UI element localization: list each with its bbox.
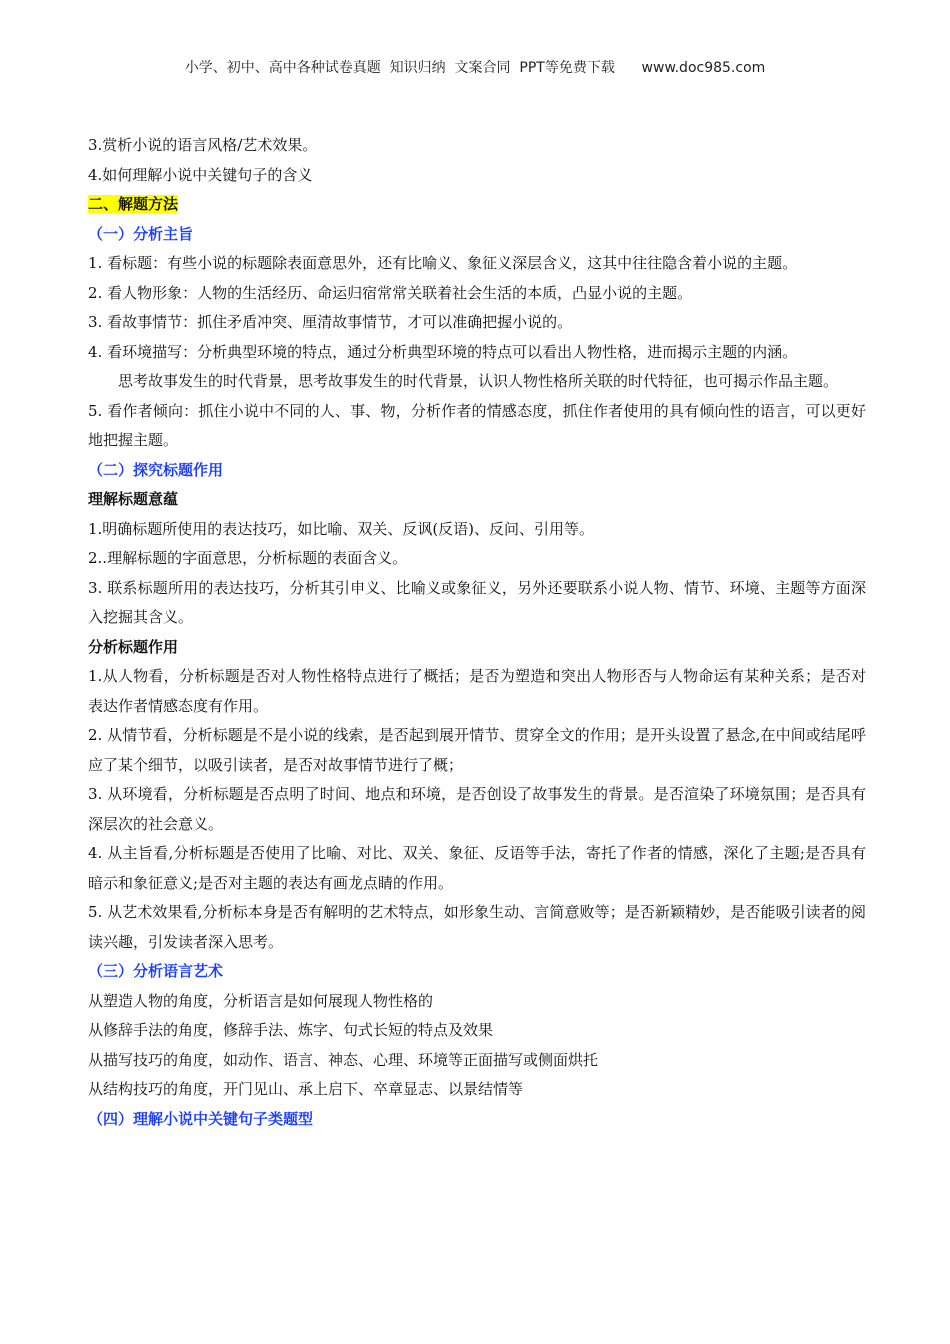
list-item: 2. 看人物形象：人物的生活经历、命运归宿常常关联着社会生活的本质，凸显小说的主题。 — [88, 283, 693, 302]
list-item: 4. 看环境描写：分析典型环境的特点，通过分析典型环境的特点可以看出人物性格，进而揭示主题的内涵。 — [88, 342, 798, 361]
intro-line: 4.如何理解小说中关键句子的含义 — [88, 165, 313, 184]
list-item: 1.从人物看，分析标题是否对人物性格特点进行了概括；是否为塑造和突出人物形否与人物命运有某种关系；是否对表达作者情感态度有作用。 — [88, 667, 866, 715]
subsection-title: （四）理解小说中关键句子类题型 — [88, 1109, 314, 1128]
list-item: 4. 从主旨看,分析标题是否使用了比喻、对比、双关、象征、反语等手法，寄托了作者的情感，深化了主题;是否具有暗示和象征意义;是否对主题的表达有画龙点睛的作用。 — [88, 844, 866, 892]
bold-heading: 分析标题作用 — [88, 637, 179, 656]
bold-heading: 理解标题意蕴 — [88, 490, 179, 508]
subsection-title: （三）分析语言艺术 — [88, 962, 224, 980]
list-item: 5. 从艺术效果看,分析标本身是否有解明的艺术特点，如形象生动、言简意败等；是否新颖精妙，是否能吸引读者的阅读兴趣，引发读者深入思考。 — [88, 903, 866, 951]
list-item: 1.明确标题所使用的表达技巧，如比喻、双关、反讽(反语)、反问、引用等。 — [88, 519, 595, 538]
list-item: 从描写技巧的角度，如动作、语言、神态、心理、环境等正面描写或侧面烘托 — [88, 1050, 599, 1069]
list-item: 3. 联系标题所用的表达技巧，分析其引申义、比喻义或象征义，另外还要联系小说人物、情节、环境、主题等方面深入挖掘其含义。 — [88, 578, 866, 626]
list-item: 从修辞手法的角度，修辞手法、炼字、句式长短的特点及效果 — [88, 1021, 494, 1039]
section-title-highlight: 二、解题方法 — [88, 195, 179, 213]
list-item: 1. 看标题：有些小说的标题除表面意思外，还有比喻义、象征义深层含义，这其中往往隐含着小说的主题。 — [88, 254, 798, 272]
list-item: 5. 看作者倾向：抓住小说中不同的人、事、物，分析作者的情感态度，抓住作者使用的具有倾向性的语言，可以更好地把握主题。 — [88, 401, 866, 449]
subsection-title: （二）探究标题作用 — [88, 460, 224, 479]
list-item: 2..理解标题的字面意思，分析标题的表面含义。 — [88, 549, 408, 567]
subsection-title: （一）分析主旨 — [88, 224, 194, 243]
list-item: 3. 从环境看，分析标题是否点明了时间、地点和环境，是否创设了故事发生的背景。是否渲染了环境氛围；是否具有深层次的社会意义。 — [88, 785, 866, 833]
list-item: 3. 看故事情节：抓住矛盾冲突、厘清故事情节，才可以准确把握小说的。 — [88, 313, 573, 331]
section-heading — [88, 190, 866, 220]
page-header: 小学、初中、高中各种试卷真题 知识归纳 文案合同 PPT等免费下载 www.doc985.com — [184, 60, 766, 76]
list-item: 从塑造人物的角度，分析语言是如何展现人物性格的 — [88, 991, 434, 1010]
document-body — [88, 131, 866, 1134]
list-item: 2. 从情节看，分析标题是不是小说的线索，是否起到展开情节、贯穿全文的作用；是开头设置了悬念,在中间或结尾呼应了某个细节，以吸引读者，是否对故事情节进行了概； — [88, 726, 866, 774]
intro-line: 3.赏析小说的语言风格/艺术效果。 — [88, 136, 318, 154]
list-item: 从结构技巧的角度，开门见山、承上启下、卒章显志、以景结情等 — [88, 1080, 524, 1098]
paragraph: 思考故事发生的时代背景，思考故事发生的时代背景，认识人物性格所关联的时代特征，也可揭示作品主题。 — [118, 372, 839, 390]
